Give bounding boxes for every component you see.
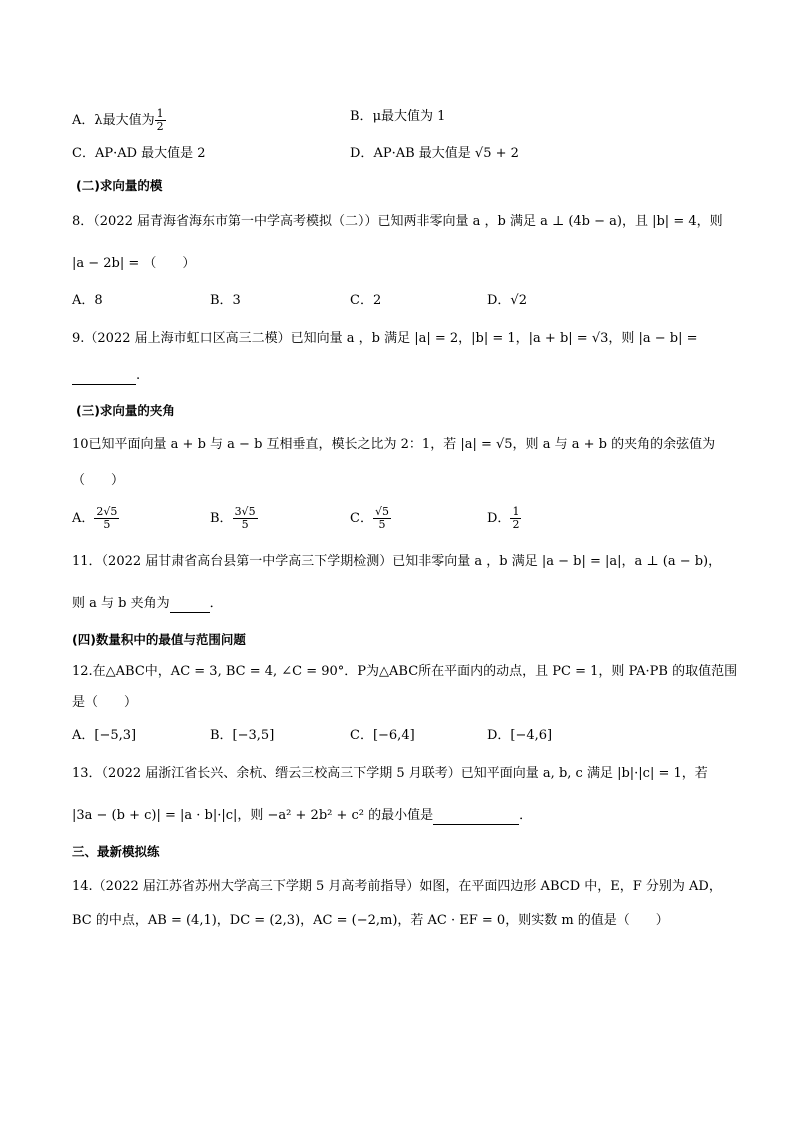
q8-stem: 8．（2022 届青海省海东市第一中学高考模拟（二））已知两非零向量 a ，b 满足 a ⊥ (4b − a)，且 |b| = 4，则 [72,214,723,229]
q7-option-a: A．λ最大值为 $\frac{1}{2}$ [72,107,164,133]
q7-option-c: C．AP·AD 最大值是 2 [72,146,206,161]
q7-option-d: D．AP·AB 最大值是 √5 + 2 [350,146,519,161]
q9-stem: 9.（2022 届上海市虹口区高三二模）已知向量 a ，b 满足 |a| = 2，|b| = 1，|a + b| = √3，则 |a − b| = [72,331,698,346]
section-title: 三、最新模拟练 [72,844,160,859]
q14-stem-cont: BC 的中点，AB = (4,1)，DC = (2,3)，AC = (−2,m)，若 AC · EF = 0，则实数 m 的值是（ ） [72,913,669,928]
q13-stem: 13．（2022 届浙江省长兴、余杭、缙云三校高三下学期 5 月联考）已知平面向量 a, b, c 满足 |b|·|c| = 1，若 [72,766,708,781]
q13-answer-line: |3a − (b + c)| = |a · b|·|c|，则 −a² + 2b² + c² 的最小值是 ． [72,808,533,823]
q10-stem-cont: （ ） [72,473,125,488]
fraction: $\frac{1}{2}$ [512,505,520,531]
q12-option-b: B．[−3,5] [210,728,275,743]
q8-stem-cont: |a − 2b| = （ ） [72,256,196,271]
fraction: $\frac{2√5}{5}$ [96,505,118,531]
q12-stem-cont: 是（ ） [72,695,138,710]
fraction: $\frac{3√5}{5}$ [234,505,256,531]
q7-option-b: B．μ最大值为 1 [350,109,446,124]
fraction: $\frac{√5}{5}$ [374,505,389,531]
fraction: $\frac{1}{2}$ [156,107,164,133]
section-title: (三)求向量的夹角 [76,403,175,418]
q10-stem: 10已知平面向量 a + b 与 a − b 互相垂直，模长之比为 2：1，若 |a| = √5，则 a 与 a + b 的夹角的余弦值为 [72,437,716,452]
q8-option-c: C．2 [350,293,382,308]
q8-option-a: A．8 [72,293,103,308]
q10-option-d: D． $\frac{1}{2}$ [487,505,520,531]
q14-stem: 14.（2022 届江苏省苏州大学高三下学期 5 月高考前指导）如图，在平面四边形 ABCD 中，E，F 分别为 AD， [72,879,722,894]
answer-blank [170,594,210,613]
q12-option-d: D．[−4,6] [487,728,553,743]
q8-option-d: D．√2 [487,293,527,308]
q11-stem: 11．（2022 届甘肃省高台县第一中学高三下学期检测）已知非零向量 a ，b 满足 |a − b| = |a|，a ⊥ (a − b)， [72,554,722,569]
answer-blank [433,806,519,825]
section-title: (二)求向量的模 [76,178,163,193]
q9-answer-line: . [72,366,140,385]
q12-option-a: A．[−5,3] [72,728,137,743]
q12-option-c: C．[−6,4] [350,728,415,743]
q11-answer-line: 则 a 与 b 夹角为 ． [72,596,223,611]
section-title: (四)数量积中的最值与范围问题 [72,632,246,647]
answer-blank [72,366,136,385]
q10-option-c: C． $\frac{√5}{5}$ [350,505,389,531]
q10-option-b: B． $\frac{3√5}{5}$ [210,505,256,531]
q10-option-a: A． $\frac{2√5}{5}$ [72,505,118,531]
q12-stem: 12.在△ABC中，AC = 3, BC = 4, ∠C = 90°．P为△ABC所在平面内的动点，且 PC = 1，则 PA·PB 的取值范围 [72,664,738,679]
q8-option-b: B．3 [210,293,241,308]
